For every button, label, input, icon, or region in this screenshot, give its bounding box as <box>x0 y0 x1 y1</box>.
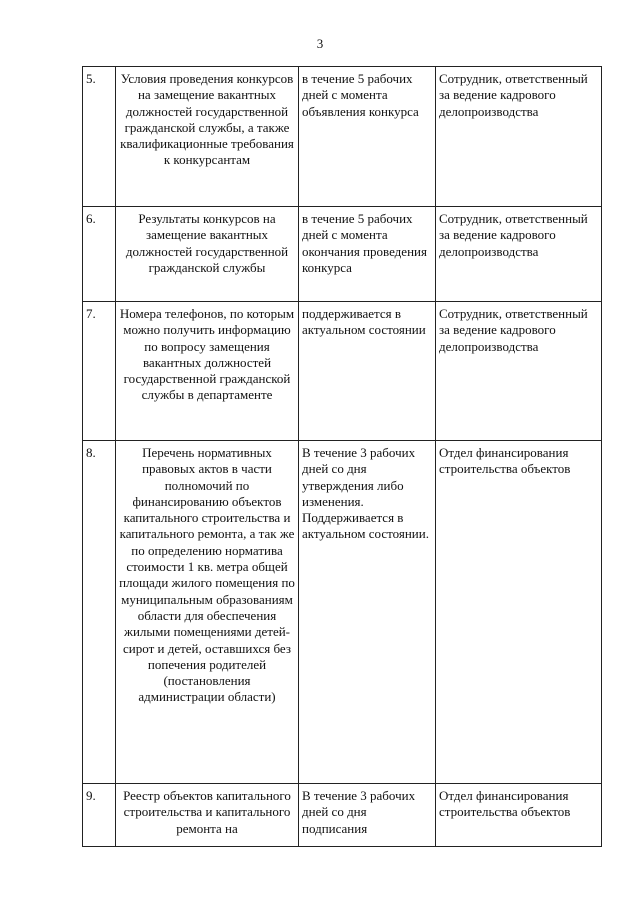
row-number: 9. <box>83 784 116 847</box>
row-number: 7. <box>83 302 116 441</box>
table-row <box>83 207 602 302</box>
row-term: в течение 5 рабочих дней с момента окончания проведения конкурса <box>299 207 436 302</box>
row-title: Перечень нормативных правовых актов в части полномочий по финансированию объектов капитального строительства и капитального ремонта, а так же по определению норматива стоимости 1 кв. метра общей площади жилого помещения по муниципальным образованиям области для обеспечения жилыми помещениями детей-сирот и детей, оставшихся без попечения родителей (постановления администрации области) <box>116 441 299 784</box>
row-title: Результаты конкурсов на замещение вакантных должностей государственной гражданской службы <box>116 207 299 302</box>
row-responsible: Сотрудник, ответственный за ведение кадрового делопроизводства <box>436 302 602 441</box>
table-row <box>83 784 602 847</box>
row-number: 6. <box>83 207 116 302</box>
row-title: Условия проведения конкурсов на замещение вакантных должностей государственной гражданской службы, а также квалификационные требования к конкурсантам <box>116 67 299 207</box>
row-responsible: Сотрудник, ответственный за ведение кадрового делопроизводства <box>436 67 602 207</box>
row-number: 8. <box>83 441 116 784</box>
table-row <box>83 441 602 784</box>
row-title: Реестр объектов капитального строительства и капитального ремонта на <box>116 784 299 847</box>
row-responsible: Сотрудник, ответственный за ведение кадрового делопроизводства <box>436 207 602 302</box>
table-row <box>83 302 602 441</box>
page-number: 3 <box>316 36 324 51</box>
table-row <box>83 67 602 207</box>
row-term: В течение 3 рабочих дней со дня утверждения либо изменения. Поддерживается в актуальном состоянии. <box>299 441 436 784</box>
row-title: Номера телефонов, по которым можно получить информацию по вопросу замещения вакантных должностей государственной гражданской службы в департаменте <box>116 302 299 441</box>
row-number: 5. <box>83 67 116 207</box>
disclosure-table <box>82 66 602 847</box>
row-responsible: Отдел финансирования строительства объектов <box>436 441 602 784</box>
row-term: В течение 3 рабочих дней со дня подписания <box>299 784 436 847</box>
row-term: в течение 5 рабочих дней с момента объявления конкурса <box>299 67 436 207</box>
row-responsible: Отдел финансирования строительства объектов <box>436 784 602 847</box>
row-term: поддерживается в актуальном состоянии <box>299 302 436 441</box>
